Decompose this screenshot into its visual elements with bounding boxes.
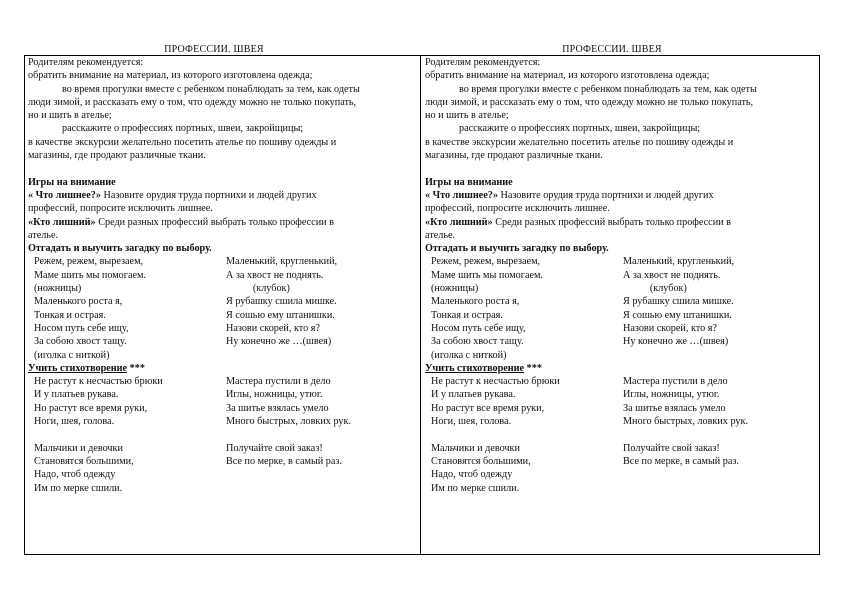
riddle-left: Носом путь себе ищу, — [431, 322, 526, 334]
riddle-left: Маме шить мы помогаем. — [431, 269, 543, 281]
game1-title: « Что лишнее?» — [425, 189, 498, 201]
poem-right: Получайте свой заказ! — [623, 442, 720, 454]
riddle-right: Я сошью ему штанишки. — [226, 309, 335, 321]
recommend-line: обратить внимание на материал, из которого изготовлена одежда; — [425, 70, 710, 82]
riddle-right: А за хвост не поднять. — [226, 269, 324, 281]
riddle-right: Я рубашку сшила мишке. — [623, 296, 734, 308]
poem-right: Иглы, ножницы, утюг. — [623, 389, 720, 401]
recommend-line: магазины, где продают различные ткани. — [425, 150, 603, 162]
column-divider — [420, 55, 421, 555]
poem-right: Получайте свой заказ! — [226, 442, 323, 454]
game1-text: Назовите орудия труда портнихи и людей других — [497, 189, 714, 201]
poem-right — [226, 482, 416, 495]
riddle-right: Я рубашку сшила мишке. — [226, 296, 337, 308]
poem-left: И у платьев рукава. — [34, 389, 119, 401]
poem-left: Им по мерке сшили. — [34, 482, 123, 494]
recommend-header: Родителям рекомендуется: — [28, 57, 144, 68]
poem-header: Учить стихотворение — [425, 362, 525, 374]
game2-title: «Кто лишний» — [425, 216, 493, 228]
poem-left: Но растут все время руки, — [34, 402, 148, 414]
game2-title: «Кто лишний» — [28, 216, 96, 228]
poem-left — [28, 428, 226, 441]
poem-header: Учить стихотворение — [28, 362, 128, 374]
riddle-answer: (клубок) — [252, 283, 290, 295]
poem-stars: *** — [127, 362, 145, 374]
poem-left: Становятся большими, — [431, 455, 531, 467]
riddle-left: Тонкая и острая. — [431, 309, 503, 321]
recommend-line: в качестве экскурсии желательно посетить ателье по пошиву одежды и — [28, 136, 337, 148]
recommend-line: магазины, где продают различные ткани. — [28, 150, 206, 162]
page-title-right: ПРОФЕССИИ. ШВЕЯ — [562, 44, 662, 55]
poem-right — [623, 482, 813, 495]
recommend-line: но и шить в ателье; — [425, 110, 509, 122]
game1-text-cont: профессий, попросите исключить лишнее. — [425, 203, 610, 215]
poem-right — [623, 468, 813, 481]
riddles-header: Отгадать и выучить загадку по выбору. — [28, 243, 212, 255]
poem-right: За шитье взялась умело — [623, 402, 726, 414]
poem-left: Мальчики и девочки — [34, 442, 123, 454]
riddle-right: Я сошью ему штанишки. — [623, 309, 732, 321]
riddle-right: Маленький, кругленький, — [623, 256, 735, 268]
riddles-header: Отгадать и выучить загадку по выбору. — [425, 243, 609, 255]
riddle-answer: (иголка с ниткой) — [431, 349, 507, 361]
riddle-right: Ну конечно же …(швея) — [226, 336, 332, 348]
recommend-line: в качестве экскурсии желательно посетить ателье по пошиву одежды и — [425, 136, 734, 148]
riddle-right — [623, 349, 813, 362]
riddle-answer: (ножницы) — [431, 283, 479, 295]
recommend-header: Родителям рекомендуется: — [425, 57, 541, 68]
games-header: Игры на внимание — [425, 176, 513, 188]
riddle-answer: (ножницы) — [34, 283, 82, 295]
poem-right: За шитье взялась умело — [226, 402, 329, 414]
game1-title: « Что лишнее?» — [28, 189, 101, 201]
poem-left: Надо, чтоб одежду — [34, 469, 116, 481]
riddle-left: Носом путь себе ищу, — [34, 322, 129, 334]
poem-left: Становятся большими, — [34, 455, 134, 467]
recommend-line: расскажите о профессиях портных, швеи, закройщицы; — [459, 123, 701, 135]
riddle-left: Режем, режем, вырезаем, — [34, 256, 144, 268]
recommend-line: но и шить в ателье; — [28, 110, 112, 122]
poem-right — [226, 468, 416, 481]
poem-left: Не растут к несчастью брюки — [431, 376, 560, 388]
riddle-answer: (клубок) — [649, 283, 687, 295]
riddle-left: Тонкая и острая. — [34, 309, 106, 321]
poem-right — [226, 428, 416, 441]
poem-left: Мальчики и девочки — [431, 442, 520, 454]
poem-left: Им по мерке сшили. — [431, 482, 520, 494]
poem-left: Не растут к несчастью брюки — [34, 376, 163, 388]
game2-text: Среди разных профессий выбрать только профессии в — [492, 216, 731, 228]
riddle-left: Маме шить мы помогаем. — [34, 269, 146, 281]
poem-left: Ноги, шея, голова. — [431, 416, 512, 428]
page-title-left: ПРОФЕССИИ. ШВЕЯ — [164, 44, 264, 55]
poem-left: И у платьев рукава. — [431, 389, 516, 401]
game2-text: Среди разных профессий выбрать только профессии в — [95, 216, 334, 228]
poem-right: Мастера пустили в дело — [226, 376, 331, 388]
poem-right: Много быстрых, ловких рук. — [226, 416, 352, 428]
riddle-answer: (иголка с ниткой) — [34, 349, 110, 361]
riddle-left: Режем, режем, вырезаем, — [431, 256, 541, 268]
poem-right — [623, 428, 813, 441]
poem-left: Надо, чтоб одежду — [431, 469, 513, 481]
recommend-line: люди зимой, и рассказать ему о том, что одежду можно не только покупать, — [28, 96, 357, 108]
poem-right: Все по мерке, в самый раз. — [226, 455, 342, 467]
recommend-line: обратить внимание на материал, из которого изготовлена одежда; — [28, 70, 313, 82]
game2-text-cont: ателье. — [28, 229, 59, 241]
recommend-line: во время прогулки вместе с ребенком понаблюдать за тем, как одеты — [62, 83, 360, 95]
recommend-line: во время прогулки вместе с ребенком понаблюдать за тем, как одеты — [459, 83, 757, 95]
poem-right: Иглы, ножницы, утюг. — [226, 389, 323, 401]
game2-text-cont: ателье. — [425, 229, 456, 241]
game1-text: Назовите орудия труда портнихи и людей других — [100, 189, 317, 201]
poem-left: Ноги, шея, голова. — [34, 416, 115, 428]
riddle-left: За собою хвост тащу. — [431, 336, 524, 348]
poem-right: Мастера пустили в дело — [623, 376, 728, 388]
riddle-left: Маленького роста я, — [34, 296, 123, 308]
game1-text-cont: профессий, попросите исключить лишнее. — [28, 203, 213, 215]
riddle-right: Назови скорей, кто я? — [226, 322, 320, 334]
recommend-line: расскажите о профессиях портных, швеи, закройщицы; — [62, 123, 304, 135]
games-header: Игры на внимание — [28, 176, 116, 188]
poem-left — [425, 428, 623, 441]
riddle-left: За собою хвост тащу. — [34, 336, 127, 348]
riddle-right: Назови скорей, кто я? — [623, 322, 717, 334]
recommend-line: люди зимой, и рассказать ему о том, что одежду можно не только покупать, — [425, 96, 754, 108]
left-column — [28, 56, 420, 495]
riddle-right — [226, 349, 416, 362]
right-column — [425, 56, 817, 495]
riddle-right: Маленький, кругленький, — [226, 256, 338, 268]
poem-stars: *** — [524, 362, 542, 374]
poem-right: Все по мерке, в самый раз. — [623, 455, 739, 467]
poem-right: Много быстрых, ловких рук. — [623, 416, 749, 428]
riddle-right: А за хвост не поднять. — [623, 269, 721, 281]
riddle-left: Маленького роста я, — [431, 296, 520, 308]
poem-left: Но растут все время руки, — [431, 402, 545, 414]
riddle-right: Ну конечно же …(швея) — [623, 336, 729, 348]
